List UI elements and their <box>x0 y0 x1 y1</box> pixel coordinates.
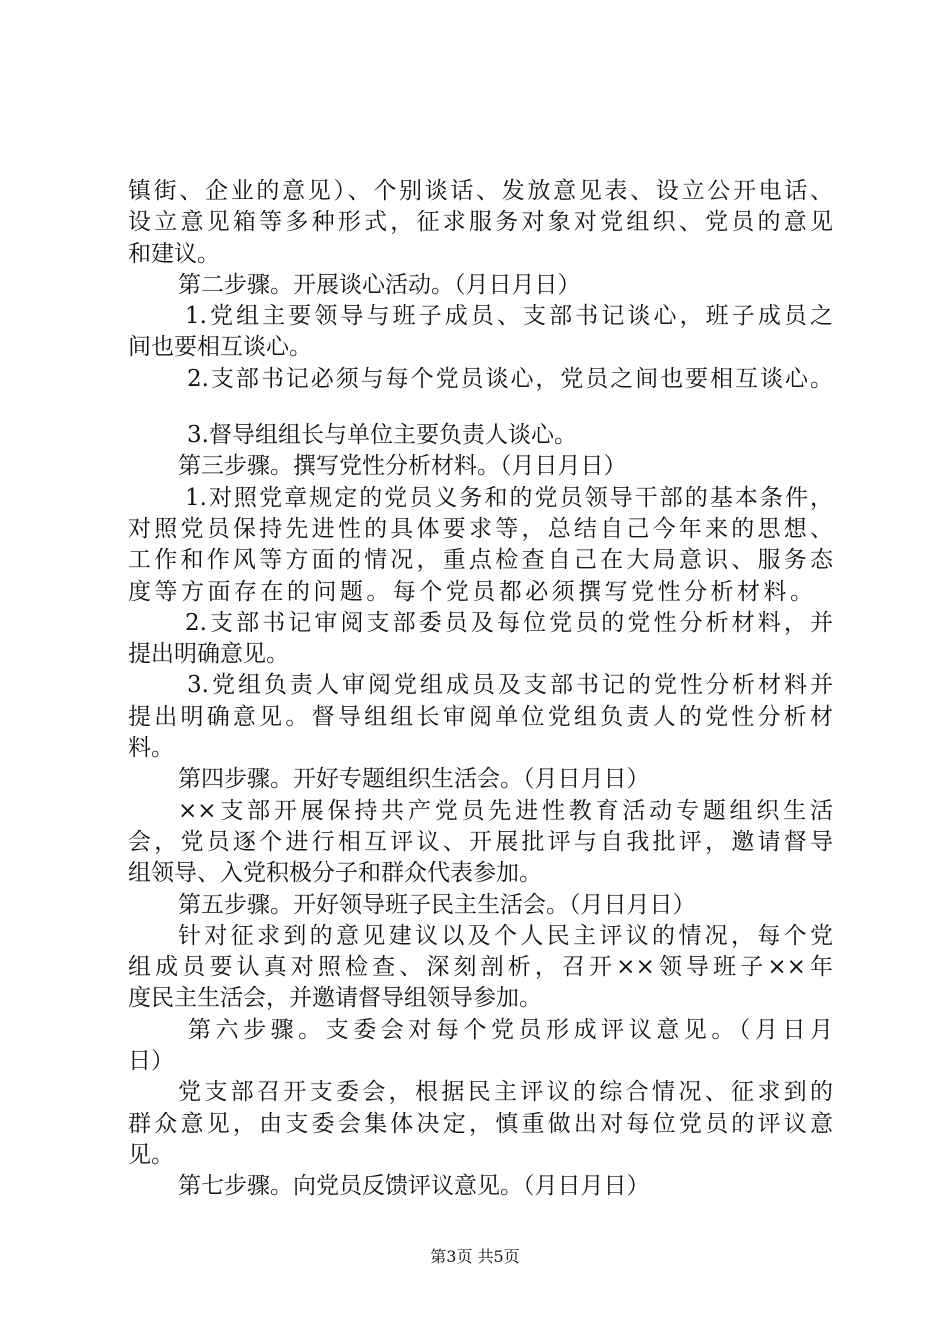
page-number: 第3页 共5页 <box>430 1247 520 1266</box>
text-line: 2.支部书记审阅支部委员及每位党员的党性分析材料，并 <box>185 609 833 636</box>
step-heading: 第三步骤。撰写党性分析材料。（月日月日） <box>178 453 627 480</box>
text-line: 间也要相互谈心。 <box>128 334 312 361</box>
step-heading: 第二步骤。开展谈心活动。（月日月日） <box>178 271 581 298</box>
text-line: 设立意见箱等多种形式，征求服务对象对党组织、党员的意见 <box>128 209 833 236</box>
text-line: 3.党组负责人审阅党组成员及支部书记的党性分析材料并 <box>187 672 833 699</box>
step-heading: 第七步骤。向党员反馈评议意见。（月日月日） <box>178 1173 650 1200</box>
text-line: 日） <box>128 1048 174 1075</box>
text-line: 镇街、企业的意见）、个别谈话、发放意见表、设立公开电话、 <box>128 178 833 204</box>
step-heading: 第五步骤。开好领导班子民主生活会。（月日月日） <box>178 891 696 918</box>
text-line: 提出明确意见。 <box>128 641 289 668</box>
text-line: 组成员要认真对照检查、深刻剖析，召开××领导班子××年 <box>128 954 833 981</box>
text-line: 工作和作风等方面的情况，重点检查自己在大局意识、服务态 <box>128 547 833 574</box>
page-footer <box>0 1244 950 1267</box>
document-body <box>128 176 833 1203</box>
text-line: 2.支部书记必须与每个党员谈心，党员之间也要相互谈心。 <box>187 365 833 392</box>
text-line: 组领导、入党积极分子和群众代表参加。 <box>128 860 542 887</box>
text-line: 料。 <box>128 735 174 762</box>
blank-gap <box>128 395 833 420</box>
step-heading: 第六步骤。支委会对每个党员形成评议意见。（月日月 <box>188 1016 833 1043</box>
text-line: 群众意见，由支委会集体决定，慎重做出对每位党员的评议意 <box>128 1110 833 1137</box>
text-line: 1.党组主要领导与班子成员、支部书记谈心，班子成员之 <box>185 303 833 330</box>
text-line: 和建议。 <box>128 240 220 267</box>
text-line: ××支部开展保持共产党员先进性教育活动专题组织生活 <box>178 797 833 824</box>
text-line: 3.督导组组长与单位主要负责人谈心。 <box>187 422 577 449</box>
text-line: 针对征求到的意见建议以及个人民主评议的情况，每个党 <box>178 922 833 949</box>
text-line: 1.对照党章规定的党员义务和的党员领导干部的基本条件， <box>185 484 833 511</box>
text-line: 对照党员保持先进性的具体要求等，总结自己今年来的思想、 <box>128 515 833 542</box>
text-line: 度民主生活会，并邀请督导组领导参加。 <box>128 985 542 1012</box>
step-heading: 第四步骤。开好专题组织生活会。（月日月日） <box>178 766 650 793</box>
text-line: 党支部召开支委会，根据民主评议的综合情况、征求到的 <box>178 1079 833 1106</box>
text-line: 会，党员逐个进行相互评议、开展批评与自我批评，邀请督导 <box>128 828 833 855</box>
text-line: 提出明确意见。督导组组长审阅单位党组负责人的党性分析材 <box>128 703 833 730</box>
text-line: 见。 <box>128 1141 174 1168</box>
text-line: 度等方面存在的问题。每个党员都必须撰写党性分析材料。 <box>128 578 813 605</box>
